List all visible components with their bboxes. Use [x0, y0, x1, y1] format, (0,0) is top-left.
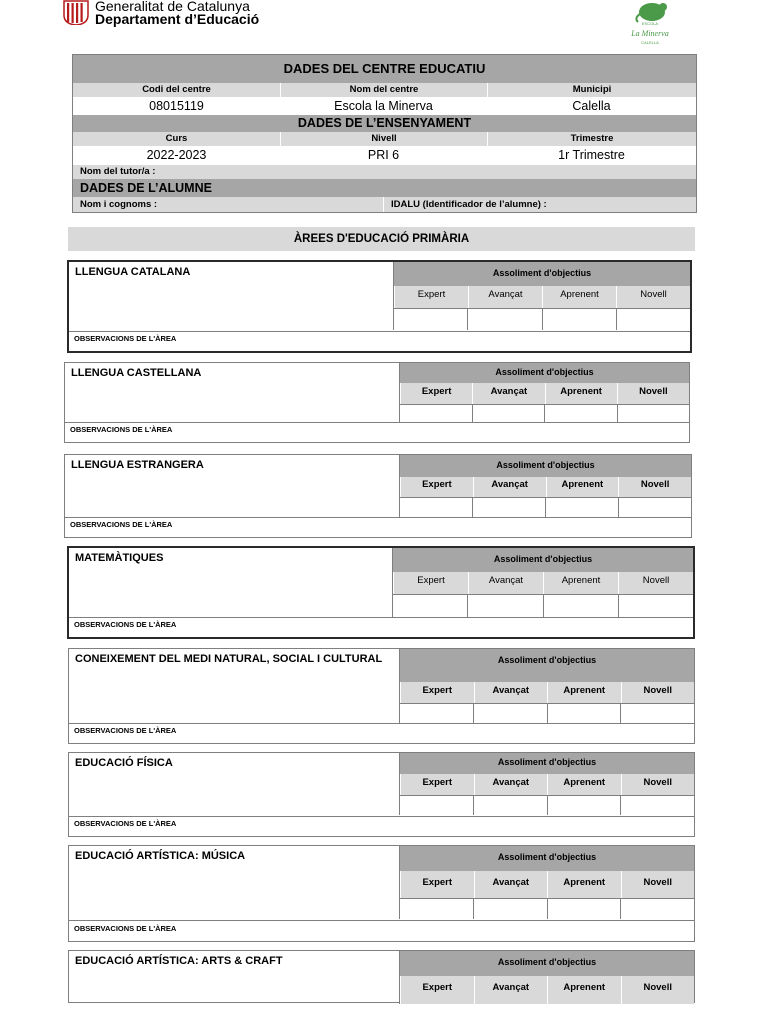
- alumne-section-title: DADES DE L’ALUMNE: [73, 179, 696, 197]
- level-header-avançat: Avançat: [468, 572, 543, 594]
- level-box-expert[interactable]: [400, 405, 472, 423]
- ensenyament-labels-row: [73, 132, 696, 146]
- level-header-novell: Novell: [621, 976, 695, 1004]
- levels-row: [400, 774, 694, 795]
- level-boxes-row: [400, 703, 694, 723]
- level-header-novell: Novell: [621, 682, 695, 703]
- level-header-aprenent: Aprenent: [547, 774, 621, 795]
- assoliment-header: Assoliment d'objectius: [400, 846, 694, 871]
- level-boxes-row: [400, 404, 689, 423]
- municipi-label: Municipi: [487, 83, 696, 97]
- level-header-novell: Novell: [618, 572, 693, 594]
- level-box-novell[interactable]: [618, 498, 691, 518]
- assoliment-panel: [399, 951, 694, 1004]
- level-header-novell: Novell: [621, 871, 695, 898]
- curs-label: Curs: [165, 133, 188, 144]
- level-header-avançat: Avançat: [468, 286, 542, 308]
- level-box-novell[interactable]: [620, 704, 694, 723]
- level-box-aprenent[interactable]: [547, 796, 621, 815]
- assoliment-panel: [392, 548, 693, 618]
- levels-row: [400, 871, 694, 898]
- observacions-field[interactable]: OBSERVACIONS DE L'ÀREA: [69, 617, 693, 637]
- assoliment-header: Assoliment d'objectius: [400, 455, 691, 477]
- level-box-novell[interactable]: [618, 595, 693, 618]
- level-header-avançat: Avançat: [474, 774, 548, 795]
- level-header-avançat: Avançat: [474, 976, 548, 1004]
- level-header-novell: Novell: [616, 286, 690, 308]
- level-box-expert[interactable]: [393, 595, 467, 618]
- nivell-label: Nivell: [280, 132, 487, 146]
- area-block: [68, 648, 695, 744]
- assoliment-panel: [399, 753, 694, 815]
- assoliment-header: Assoliment d'objectius: [393, 548, 693, 572]
- level-box-aprenent[interactable]: [542, 309, 616, 330]
- level-boxes-row: [394, 308, 690, 330]
- level-header-avançat: Avançat: [474, 871, 548, 898]
- level-header-aprenent: Aprenent: [542, 286, 616, 308]
- trimestre-label: Trimestre: [487, 132, 696, 146]
- assoliment-header: Assoliment d'objectius: [400, 649, 694, 682]
- level-header-expert: Expert: [394, 286, 468, 308]
- level-box-novell[interactable]: [616, 309, 690, 330]
- level-header-aprenent: Aprenent: [546, 477, 619, 497]
- levels-row: [394, 286, 690, 308]
- org-name-line1: Generalitat de Catalunya: [95, 0, 250, 14]
- level-header-avançat: Avançat: [473, 477, 546, 497]
- nom-centre-label: Nom del centre: [280, 83, 487, 97]
- level-boxes-row: [400, 795, 694, 815]
- generalitat-logo: [63, 0, 89, 25]
- level-header-expert: Expert: [400, 871, 474, 898]
- nom-centre-value: Escola la Minerva: [334, 99, 433, 113]
- level-box-aprenent[interactable]: [544, 405, 617, 423]
- level-header-expert: Expert: [400, 774, 474, 795]
- level-boxes-row: [400, 497, 691, 518]
- trimestre-value: 1r Trimestre: [558, 148, 625, 162]
- level-box-expert[interactable]: [400, 899, 473, 919]
- level-box-avançat[interactable]: [467, 595, 542, 618]
- assoliment-panel: [399, 649, 694, 723]
- codi-label: Codi del centre: [142, 84, 211, 95]
- alumne-labels-row: [73, 197, 696, 212]
- idalu-label: IDALU (Identificador de l’alumne) :: [383, 197, 696, 212]
- area-block: [68, 845, 695, 942]
- observacions-field[interactable]: OBSERVACIONS DE L'ÀREA: [69, 331, 690, 351]
- level-header-expert: Expert: [400, 682, 474, 703]
- level-box-avançat[interactable]: [473, 704, 547, 723]
- level-box-aprenent[interactable]: [547, 899, 621, 919]
- area-name: LLENGUA ESTRANGERA: [71, 459, 204, 471]
- assoliment-header: Assoliment d'objectius: [394, 262, 690, 286]
- observacions-field[interactable]: OBSERVACIONS DE L'ÀREA: [65, 517, 691, 537]
- area-name: EDUCACIÓ ARTÍSTICA: ARTS & CRAFT: [75, 955, 283, 967]
- area-name: EDUCACIÓ ARTÍSTICA: MÚSICA: [75, 850, 246, 862]
- area-name: CONEIXEMENT DEL MEDI NATURAL, SOCIAL I CULTURAL: [75, 653, 383, 665]
- observacions-field[interactable]: OBSERVACIONS DE L'ÀREA: [69, 816, 694, 836]
- level-box-expert[interactable]: [400, 498, 472, 518]
- area-name: MATEMÀTIQUES: [75, 552, 164, 564]
- level-box-avançat[interactable]: [467, 309, 541, 330]
- codi-value: 08015119: [149, 99, 204, 113]
- school-logo: [620, 0, 680, 48]
- levels-row: [400, 477, 691, 497]
- municipi-value: Calella: [572, 99, 611, 113]
- nom-alumne-label: Nom i cognoms :: [80, 199, 158, 210]
- level-box-avançat[interactable]: [473, 796, 547, 815]
- tutor-label: Nom del tutor/a :: [73, 165, 696, 179]
- assoliment-header: Assoliment d'objectius: [400, 363, 689, 383]
- level-header-aprenent: Aprenent: [545, 383, 617, 404]
- observacions-field[interactable]: OBSERVACIONS DE L'ÀREA: [65, 422, 689, 442]
- level-header-novell: Novell: [617, 383, 689, 404]
- area-block: [64, 454, 692, 538]
- assoliment-panel: [399, 455, 691, 518]
- centre-info-table: [72, 54, 697, 213]
- assoliment-panel: [399, 846, 694, 919]
- level-header-expert: Expert: [400, 976, 474, 1004]
- assoliment-header: Assoliment d'objectius: [400, 951, 694, 976]
- level-box-novell[interactable]: [620, 899, 694, 919]
- level-header-avançat: Avançat: [474, 682, 548, 703]
- school-logo-bottom-text: CALELLA: [641, 40, 659, 45]
- level-box-novell[interactable]: [617, 405, 690, 423]
- level-header-novell: Novell: [621, 774, 695, 795]
- area-block: [64, 362, 690, 443]
- levels-row: [400, 383, 689, 404]
- level-box-avançat[interactable]: [472, 498, 545, 518]
- level-header-avançat: Avançat: [472, 383, 544, 404]
- area-name: LLENGUA CASTELLANA: [71, 367, 202, 379]
- level-boxes-row: [393, 594, 693, 618]
- curs-value: 2022-2023: [146, 148, 207, 162]
- school-logo-text: La Minerva: [631, 29, 669, 38]
- level-boxes-row: [400, 898, 694, 919]
- observacions-field[interactable]: OBSERVACIONS DE L'ÀREA: [69, 723, 694, 743]
- assoliment-panel: [393, 262, 690, 330]
- level-box-expert[interactable]: [400, 796, 473, 815]
- levels-row: [393, 572, 693, 594]
- levels-row: [400, 976, 694, 1004]
- level-box-avançat[interactable]: [472, 405, 545, 423]
- area-name: LLENGUA CATALANA: [75, 266, 191, 278]
- area-block: [68, 752, 695, 837]
- level-header-novell: Novell: [618, 477, 691, 497]
- level-box-aprenent[interactable]: [545, 498, 618, 518]
- school-logo-top-text: ESCOLA: [641, 21, 659, 26]
- level-header-aprenent: Aprenent: [547, 976, 621, 1004]
- org-name-line2: Departament d’Educació: [95, 11, 260, 27]
- level-box-aprenent[interactable]: [543, 595, 618, 618]
- level-header-aprenent: Aprenent: [547, 682, 621, 703]
- level-header-aprenent: Aprenent: [543, 572, 618, 594]
- level-box-expert[interactable]: [400, 704, 473, 723]
- level-box-novell[interactable]: [620, 796, 694, 815]
- level-header-expert: Expert: [400, 477, 473, 497]
- level-box-aprenent[interactable]: [547, 704, 621, 723]
- assoliment-panel: [399, 363, 689, 423]
- area-block: [67, 260, 692, 353]
- ensenyament-section-title: DADES DE L’ENSENYAMENT: [73, 115, 696, 132]
- ensenyament-values-row: [73, 146, 696, 165]
- level-box-avançat[interactable]: [473, 899, 547, 919]
- area-name: EDUCACIÓ FÍSICA: [75, 757, 173, 769]
- nivell-value: PRI 6: [367, 148, 400, 162]
- level-header-expert: Expert: [400, 383, 472, 404]
- area-block: [67, 546, 695, 639]
- centre-section-title: DADES DEL CENTRE EDUCATIU: [73, 55, 696, 83]
- observacions-field[interactable]: OBSERVACIONS DE L'ÀREA: [69, 920, 694, 941]
- level-header-expert: Expert: [393, 572, 468, 594]
- level-header-aprenent: Aprenent: [547, 871, 621, 898]
- area-block: [68, 950, 695, 1003]
- levels-row: [400, 682, 694, 703]
- assoliment-header: Assoliment d'objectius: [400, 753, 694, 774]
- level-box-expert[interactable]: [394, 309, 467, 330]
- areas-title: ÀREES D'EDUCACIÓ PRIMÀRIA: [68, 227, 695, 251]
- centre-values-row: [73, 97, 696, 115]
- centre-labels-row: [73, 83, 696, 97]
